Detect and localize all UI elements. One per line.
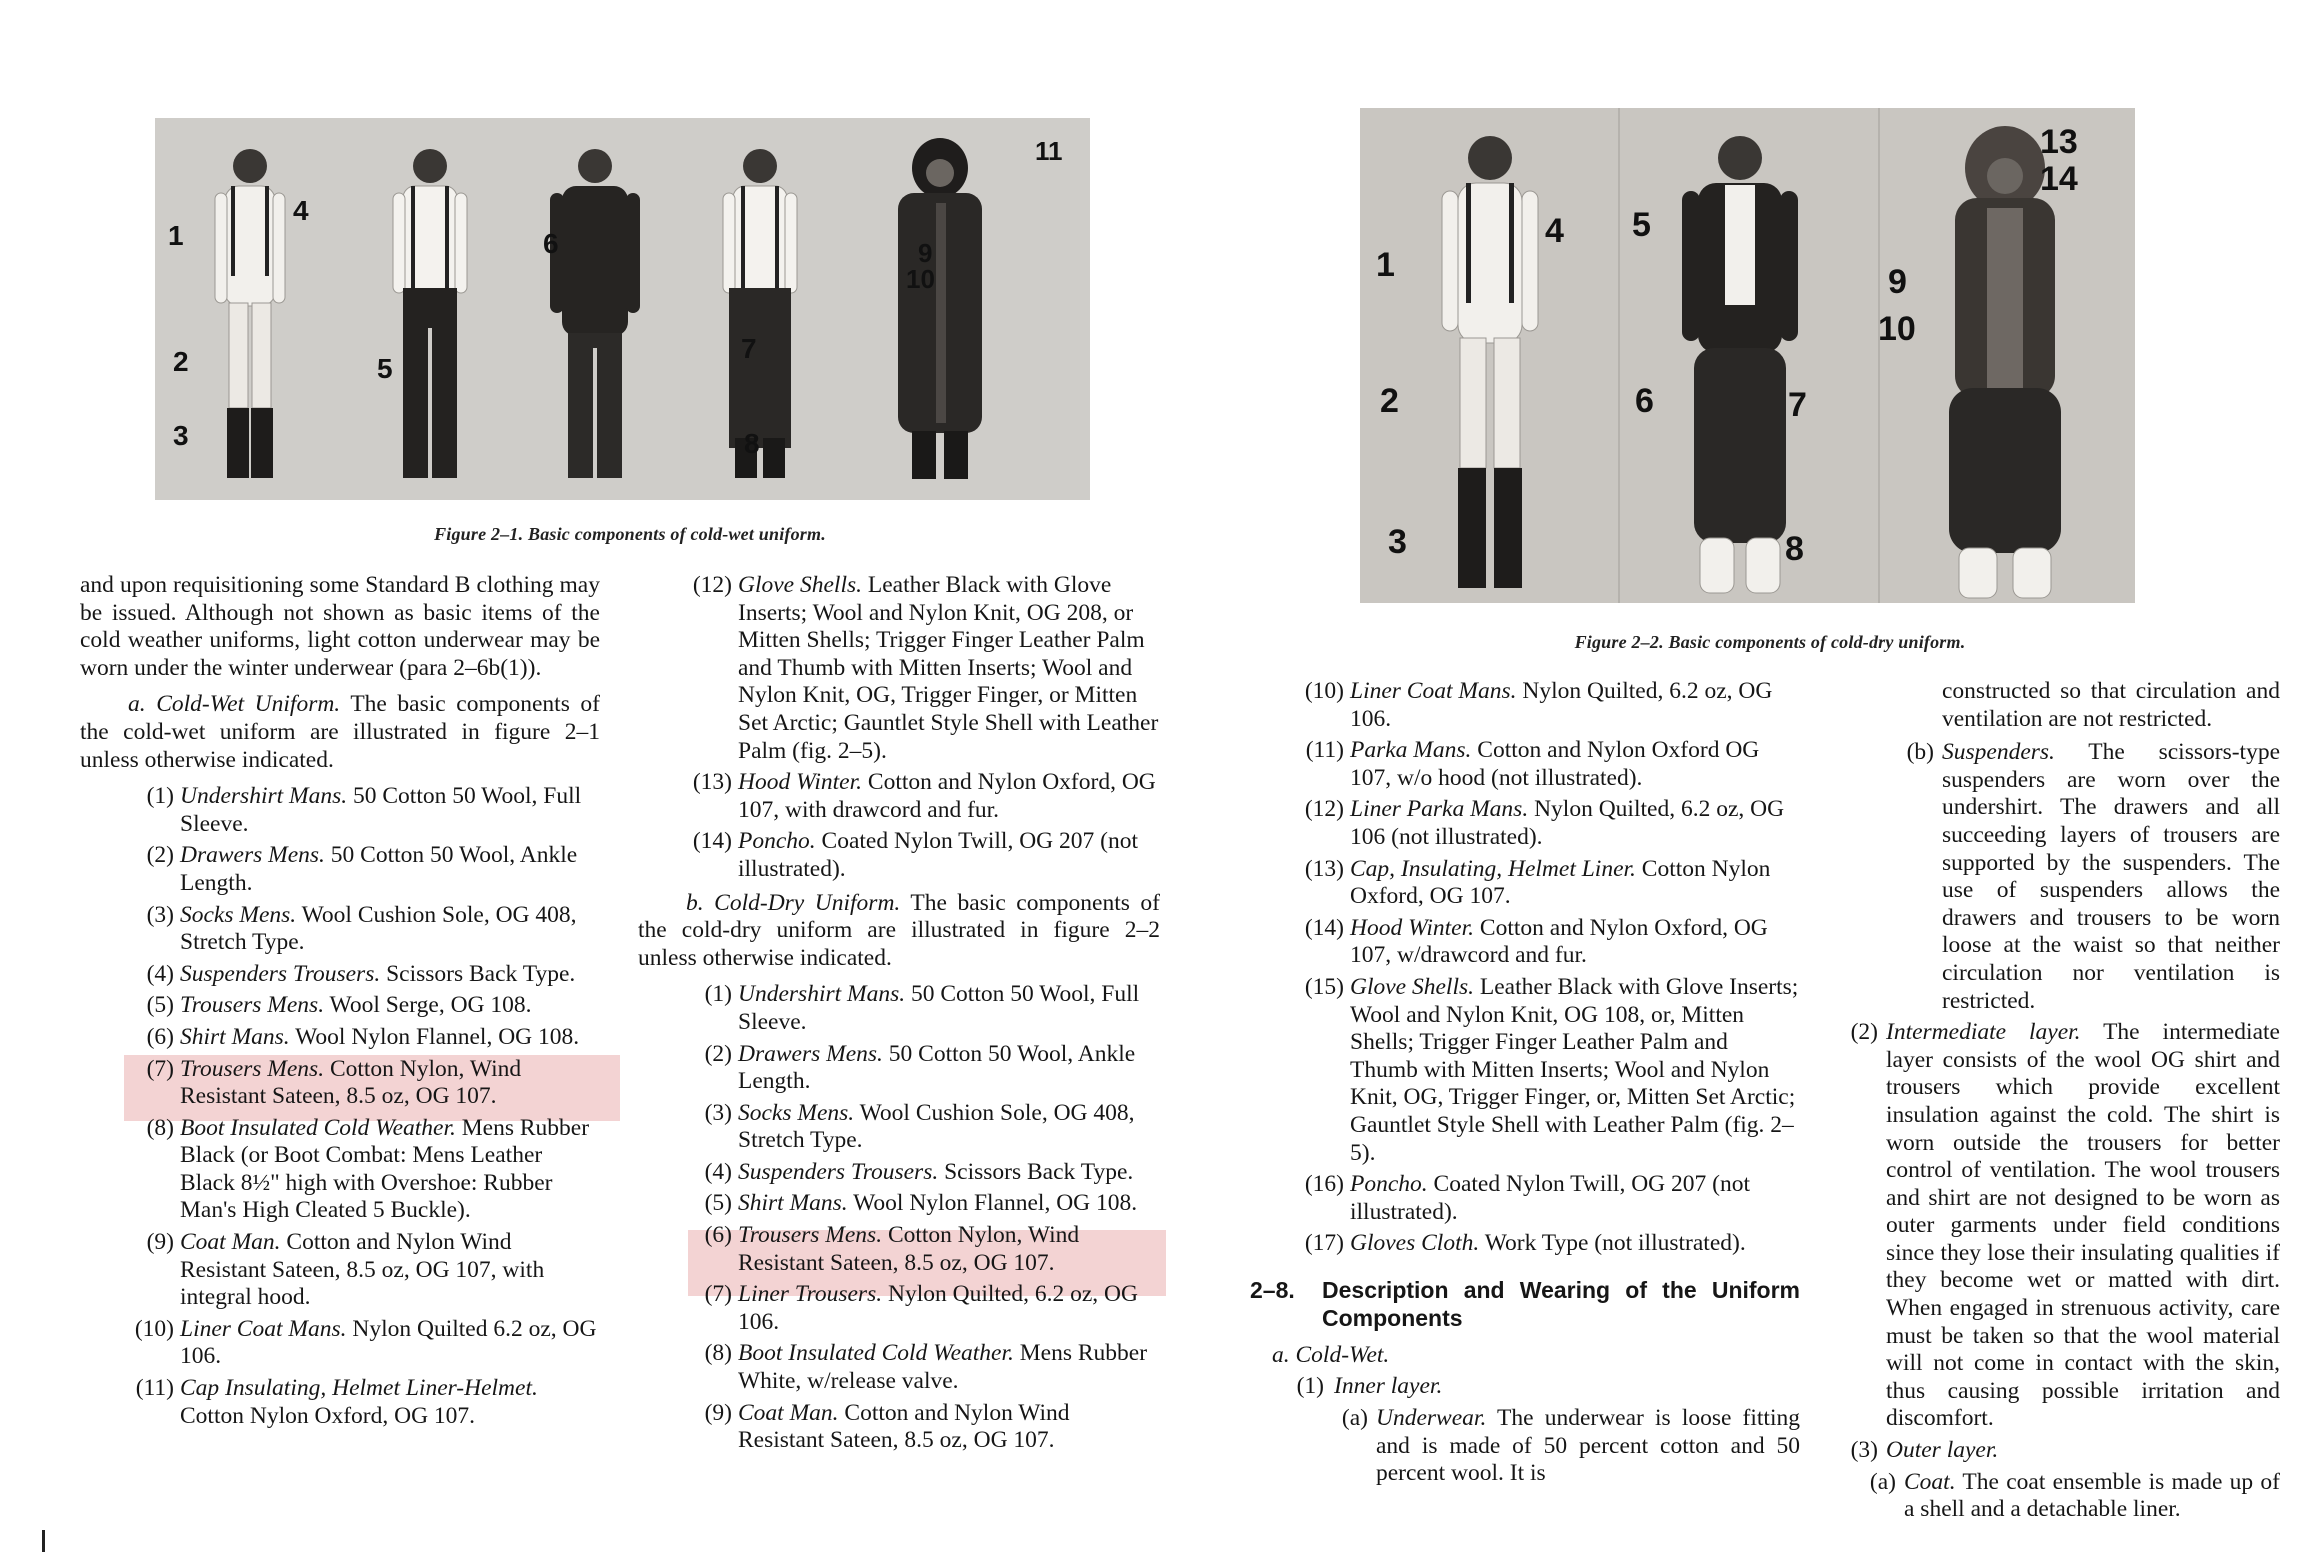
item-text: Mens Rubber Black (or Boot Combat: Mens Leather Black 8½" high with Overshoe: Rubber Man's High Cleated 5 Buckle).: [180, 1114, 590, 1224]
figure-2-1-photo: [155, 118, 1090, 500]
fig1-callout-1: 1: [168, 220, 184, 251]
suspenders-item: [1830, 739, 2280, 1015]
item-term: Liner Coat Mans.: [1350, 678, 1517, 704]
fig1-callout-6: 6: [543, 228, 559, 259]
underwear-continuation: constructed so that circulation and ventilation are not restricted.: [1942, 678, 2280, 732]
coat-item: [1830, 1469, 2280, 1524]
item-term: Gloves Cloth.: [1350, 1230, 1480, 1257]
cold-dry-component-item: [1250, 796, 1800, 851]
figure-2-1-illustration: [155, 118, 1090, 500]
right-page: [1180, 0, 2308, 1562]
item-number: (5): [704, 1190, 732, 1217]
item-term: Drawers Mens.: [180, 842, 325, 869]
cold-dry-component-item: [1250, 678, 1800, 733]
cold-dry-component-item: [1250, 856, 1800, 911]
fig2-callout-14: 14: [2040, 160, 2078, 198]
item-number: (3): [146, 901, 174, 928]
item-term: Undershirt Mans.: [738, 981, 906, 1008]
item-text: Cotton Nylon, Wind Resistant Sateen, 8.5 oz, OG 107.: [180, 1055, 522, 1110]
cold-wet-component-item: [80, 1024, 600, 1052]
item-text: Cotton Nylon, Wind Resistant Sateen, 8.5 oz, OG 107.: [738, 1222, 1080, 1276]
cold-wet-text: The basic components of the cold-wet uniform are illustrated in figure 2–1 unless otherwise indicated.: [80, 691, 600, 773]
item-number: (8): [146, 1114, 174, 1141]
item-term: Hood Winter.: [1350, 914, 1475, 941]
item-text: Work Type (not illustrated).: [1479, 1230, 1746, 1257]
item-term: Coat Man.: [180, 1229, 281, 1256]
item-text: 50 Cotton 50 Wool, Ankle Length.: [180, 842, 578, 896]
item-text: Coated Nylon Twill, OG 207 (not illustrated).: [738, 828, 1139, 882]
cold-dry-component-item: [638, 1159, 1160, 1187]
item-number: (3): [704, 1099, 732, 1126]
item-term: Glove Shells.: [1350, 973, 1474, 1000]
cold-wet-subheading: a. Cold-Wet.: [1272, 1341, 1390, 1368]
cold-wet-paragraph: [80, 691, 600, 774]
item-text: Wool Nylon Flannel, OG 108.: [847, 1190, 1138, 1217]
cold-dry-component-item: [1250, 1171, 1800, 1226]
fig2-callout-8: 8: [1785, 530, 1804, 568]
fig2-callout-4: 4: [1545, 212, 1564, 250]
item-number: (6): [704, 1222, 732, 1249]
item-term: Shirt Mans.: [180, 1023, 290, 1050]
margin-mark: [42, 1530, 45, 1552]
item-text: Nylon Quilted, 6.2 oz, OG 106.: [738, 1281, 1138, 1335]
item-text: Scissors Back Type.: [380, 960, 576, 987]
item-number: (7): [146, 1055, 174, 1082]
item-number: (9): [146, 1229, 174, 1256]
cold-wet-component-item: [638, 828, 1160, 883]
fig1-callout-5: 5: [377, 353, 393, 384]
fig1-callout-3: 3: [173, 420, 189, 451]
fig1-callout-4: 4: [293, 195, 309, 226]
intermediate-layer-number: (2): [1850, 1019, 1878, 1046]
item-number: (13): [692, 769, 732, 796]
item-text: Nylon Quilted, 6.2 oz, OG 106 (not illustrated).: [1350, 796, 1785, 850]
coat-number: (a): [1869, 1468, 1896, 1495]
item-text: Mens Rubber White, w/release valve.: [738, 1340, 1148, 1395]
right-column-2: [1830, 678, 2280, 1528]
fig1-callout-11: 11: [1035, 136, 1063, 166]
cold-dry-component-item: [638, 1340, 1160, 1395]
cold-dry-component-item: [638, 1281, 1160, 1336]
item-number: (9): [704, 1399, 732, 1426]
item-text: Leather Black with Glove Inserts; Wool and Nylon Knit, OG 208, or Mitten Shells; Trigger Finger Leather Palm and Thumb with Mitten Inserts; Wool and Nylon Knit, OG, Trigger Finger, or Mitten Set Arctic; Gauntlet Style Shell with Leather Palm (fig. 2–5).: [738, 572, 1159, 764]
item-text: 50 Cotton 50 Wool, Full Sleeve.: [738, 981, 1140, 1035]
item-number: (1): [704, 981, 732, 1008]
soldier-wind-trousers-figure: [723, 149, 797, 478]
cold-wet-heading: a. Cold-Wet Uniform.: [128, 691, 341, 718]
item-number: (11): [1305, 737, 1344, 764]
cold-wet-component-item: [80, 783, 600, 838]
item-term: Trousers Mens.: [180, 992, 325, 1019]
item-text: Cotton and Nylon Wind Resistant Sateen, 8.5 oz, OG 107, with integral hood.: [180, 1229, 545, 1311]
underwear-number: (a): [1341, 1405, 1368, 1432]
item-term: Socks Mens.: [738, 1099, 855, 1126]
item-number: (16): [1304, 1171, 1344, 1198]
cold-wet-component-item: [638, 572, 1160, 765]
coat-term: Coat.: [1904, 1468, 1956, 1495]
cold-wet-component-item: [80, 1316, 600, 1371]
cold-wet-component-item: [80, 902, 600, 957]
fig1-callout-9: 9: [918, 238, 933, 268]
item-term: Liner Parka Mans.: [1350, 796, 1529, 823]
item-number: (14): [1304, 914, 1344, 941]
cold-wet-component-item: [80, 1229, 600, 1312]
item-term: Socks Mens.: [180, 901, 297, 928]
cold-wet-component-item: [638, 769, 1160, 824]
item-term: Liner Trousers.: [738, 1281, 883, 1308]
item-number: (7): [704, 1281, 732, 1308]
fig2-callout-1: 1: [1376, 246, 1395, 284]
fig2-callout-2: 2: [1380, 382, 1399, 420]
figure-2-1-caption: Figure 2–1. Basic components of cold-wet uniform.: [434, 524, 826, 544]
item-term: Shirt Mans.: [738, 1190, 848, 1217]
item-term: Boot Insulated Cold Weather.: [738, 1340, 1014, 1367]
fig1-callout-7: 7: [741, 333, 757, 364]
item-term: Cap, Insulating, Helmet Liner.: [1350, 855, 1636, 882]
item-text: Cotton and Nylon Oxford OG 107, w/o hood (not illustrated).: [1350, 737, 1760, 791]
soldier-shirt-liner-figure: [1682, 136, 1798, 593]
cold-dry-component-item: [638, 1190, 1160, 1218]
item-text: Wool Cushion Sole, OG 408, Stretch Type.: [180, 901, 577, 956]
item-term: Parka Mans.: [1350, 737, 1472, 764]
cold-wet-component-item: [80, 961, 600, 989]
figure-2-2-photo: [1360, 108, 2135, 603]
fig2-callout-9: 9: [1888, 263, 1907, 301]
item-term: Trousers Mens.: [180, 1055, 325, 1082]
left-column-1: [80, 572, 600, 1434]
item-term: Cap Insulating, Helmet Liner-Helmet.: [180, 1375, 538, 1402]
item-text: Wool Cushion Sole, OG 408, Stretch Type.: [738, 1099, 1135, 1154]
item-number: (12): [1304, 796, 1344, 823]
inner-layer-item: [1250, 1373, 1800, 1401]
item-text: Nylon Quilted, 6.2 oz, OG 106.: [1350, 678, 1773, 732]
item-term: Glove Shells.: [738, 572, 862, 598]
item-number: (2): [146, 842, 174, 869]
item-text: Wool Serge, OG 108.: [324, 992, 532, 1019]
item-text: Scissors Back Type.: [938, 1158, 1134, 1185]
cold-dry-text: The basic components of the cold-dry uniform are illustrated in figure 2–2 unless otherwise indicated.: [638, 889, 1160, 971]
section-number: 2–8.: [1250, 1276, 1295, 1303]
item-text: Cotton Nylon Oxford, OG 107.: [1350, 855, 1771, 910]
coat-text: The coat ensemble is made up of a shell and a detachable liner.: [1904, 1468, 2280, 1523]
cold-dry-component-item: [1250, 1230, 1800, 1258]
item-term: Liner Coat Mans.: [180, 1315, 347, 1342]
item-number: (10): [1304, 678, 1344, 704]
fig2-callout-10: 10: [1878, 310, 1916, 348]
item-number: (8): [704, 1340, 732, 1367]
figure-2-2-caption: Figure 2–2. Basic components of cold-dry uniform.: [1574, 632, 1966, 652]
item-number: (17): [1304, 1230, 1344, 1257]
underwear-item: [1250, 1405, 1800, 1488]
cold-dry-component-item: [1250, 737, 1800, 792]
item-number: (11): [135, 1375, 174, 1402]
item-number: (10): [134, 1315, 174, 1342]
item-text: Cotton Nylon Oxford, OG 107.: [180, 1402, 476, 1429]
section-2-8-heading: [1250, 1276, 1800, 1332]
suspenders-text: The scissors-type suspenders are worn over the undershirt. The drawers and all succeeding layers of trousers are supported by the suspenders. The use of suspenders allows the drawers and trousers to be worn loose at the waist so that neither circulation nor ventilation is restricted.: [1942, 739, 2280, 1014]
item-text: Nylon Quilted 6.2 oz, OG 106.: [180, 1315, 597, 1370]
item-text: Cotton and Nylon Wind Resistant Sateen, 8.5 oz, OG 107.: [738, 1399, 1070, 1454]
outer-layer-item: [1830, 1437, 2280, 1465]
cold-dry-component-item: [638, 1400, 1160, 1455]
item-term: Suspenders Trousers.: [738, 1158, 939, 1185]
cold-dry-component-item: [638, 1041, 1160, 1096]
item-text: 50 Cotton 50 Wool, Ankle Length.: [738, 1040, 1136, 1095]
underwear-term: Underwear.: [1376, 1405, 1487, 1432]
fig2-callout-13: 13: [2040, 123, 2078, 161]
item-term: Drawers Mens.: [738, 1040, 883, 1067]
intermediate-layer-term: Intermediate layer.: [1886, 1019, 2081, 1046]
item-text: 50 Cotton 50 Wool, Full Sleeve.: [180, 783, 582, 837]
intermediate-layer-item: [1830, 1019, 2280, 1433]
fig2-callout-5: 5: [1632, 206, 1651, 244]
item-number: (4): [704, 1158, 732, 1185]
item-number: (5): [146, 992, 174, 1019]
outer-layer-number: (3): [1850, 1437, 1878, 1464]
cold-dry-component-item: [638, 981, 1160, 1036]
section-title: Description and Wearing of the Uniform Components: [1322, 1276, 1800, 1331]
item-term: Undershirt Mans.: [180, 783, 348, 810]
right-column-1: [1250, 678, 1800, 1492]
outer-layer-term: Outer layer.: [1886, 1437, 1999, 1464]
left-column-2: [638, 572, 1160, 1459]
item-term: Boot Insulated Cold Weather.: [180, 1114, 456, 1141]
item-text: Wool Nylon Flannel, OG 108.: [289, 1023, 580, 1050]
cold-dry-component-item: [638, 1222, 1160, 1277]
item-number: (6): [146, 1023, 174, 1050]
item-number: (1): [146, 783, 174, 810]
intro-paragraph: and upon requisitioning some Standard B clothing may be issued. Although not shown as basic items of the cold weather uniforms, light cotton underwear may be worn under the winter underwear (para 2–6b(1)).: [80, 572, 600, 681]
item-number: (2): [704, 1040, 732, 1067]
fig1-callout-10: 10: [906, 264, 935, 294]
suspenders-number: (b): [1906, 739, 1934, 766]
cold-wet-component-item: [80, 992, 600, 1020]
item-term: Coat Man.: [738, 1399, 839, 1426]
item-number: (14): [692, 828, 732, 855]
item-number: (13): [1304, 855, 1344, 882]
item-term: Suspenders Trousers.: [180, 960, 381, 987]
item-term: Poncho.: [738, 828, 816, 855]
cold-wet-component-item: [80, 1115, 600, 1225]
suspenders-term: Suspenders.: [1942, 739, 2055, 766]
item-number: (4): [146, 960, 174, 987]
cold-dry-component-item: [1250, 915, 1800, 970]
soldier-trousers-figure: [393, 149, 467, 478]
fig1-callout-8: 8: [744, 428, 760, 459]
item-text: Coated Nylon Twill, OG 207 (not illustrated).: [1350, 1171, 1751, 1225]
underwear-text: The underwear is loose fitting and is made of 50 percent cotton and 50 percent wool. It is: [1376, 1405, 1800, 1487]
cold-dry-paragraph: [638, 890, 1160, 973]
cold-wet-component-item: [80, 1375, 600, 1430]
intermediate-layer-text: The intermediate layer consists of the wool OG shirt and trousers which provide excellent insulation against the cold. The shirt is worn outside the trousers for better control of ventilation. The wool trousers and shirt are not designed to be worn as outer garments under field conditions since they lose their insulating qualities if they become wet or matted with dirt. When engaged in strenuous activity, care must be taken so that the wool material will not come in contact with the skin, thus causing possible irritation and discomfort.: [1886, 1019, 2280, 1432]
cold-wet-component-item: [80, 842, 600, 897]
item-text: Cotton and Nylon Oxford, OG 107, with drawcord and fur.: [738, 769, 1156, 823]
inner-layer-term: Inner layer.: [1334, 1373, 1443, 1400]
cold-dry-component-item: [638, 1100, 1160, 1155]
item-text: Leather Black with Glove Inserts; Wool and Nylon Knit, OG 108, or, Mitten Shells; Trigger Finger Leather Palm and Thumb with Mitten Inserts; Wool and Nylon Knit, OG, Trigger Finger, or, Mitten Set Arctic; Gauntlet Style Shell with Leather Palm (fig. 2–5).: [1350, 973, 1799, 1166]
item-term: Hood Winter.: [738, 769, 863, 796]
cold-wet-component-item: [80, 1056, 600, 1111]
inner-layer-number: (1): [1296, 1373, 1324, 1400]
cold-dry-heading: b. Cold-Dry Uniform.: [686, 889, 901, 916]
figure-2-2-illustration: [1360, 108, 2135, 603]
item-term: Trousers Mens.: [738, 1222, 883, 1249]
item-number: (15): [1304, 973, 1344, 1000]
fig2-callout-7: 7: [1788, 386, 1807, 424]
fig1-callout-2: 2: [173, 346, 189, 377]
item-number: (12): [692, 572, 732, 598]
item-term: Poncho.: [1350, 1171, 1428, 1198]
cold-dry-component-item: [1250, 974, 1800, 1167]
fig2-callout-6: 6: [1635, 382, 1654, 420]
item-text: Cotton and Nylon Oxford, OG 107, w/drawcord and fur.: [1350, 914, 1768, 969]
fig2-callout-3: 3: [1388, 523, 1407, 561]
